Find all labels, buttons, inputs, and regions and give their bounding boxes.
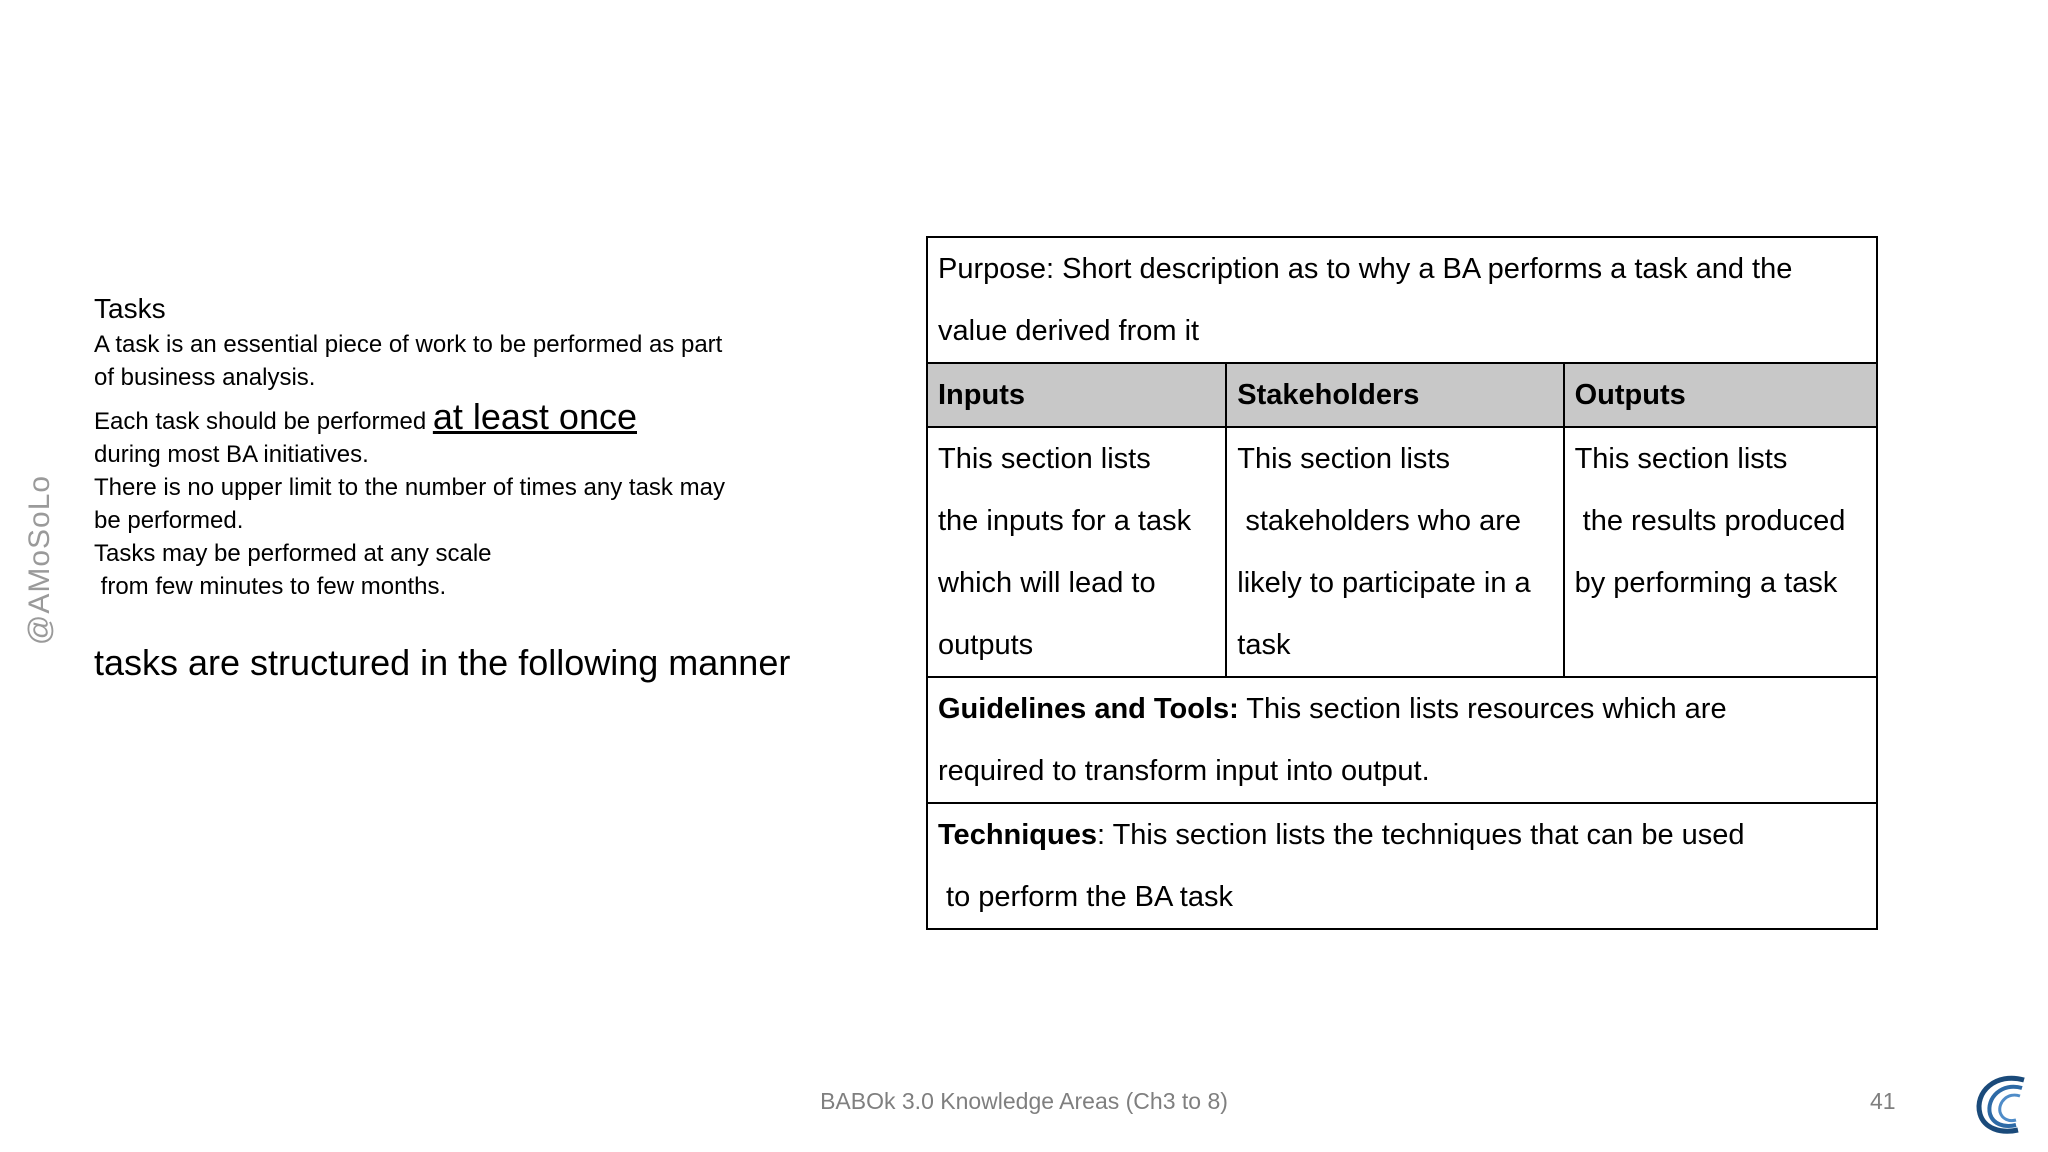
stakeholders-cell: [1226, 427, 1563, 677]
outputs-line-3: by performing a task: [1574, 567, 1838, 599]
techniques-text-2: to perform the BA task: [938, 881, 1233, 913]
organization-logo-icon: [1966, 1070, 2036, 1136]
guidelines-text-2: required to transform input into output.: [938, 755, 1430, 787]
purpose-line-1: Purpose: Short description as to why a BA performs a task and the: [938, 253, 1793, 285]
techniques-row: [927, 803, 1877, 929]
header-row: [927, 363, 1877, 427]
scale-line-1: Tasks may be performed at any scale: [94, 540, 492, 567]
watermark: [8, 475, 72, 645]
watermark-text: @AMoSoLo: [23, 474, 57, 646]
techniques-cell: [927, 803, 1877, 929]
footer-title: BABOk 3.0 Knowledge Areas (Ch3 to 8): [820, 1088, 1228, 1114]
stakeholders-header: Stakeholders: [1226, 363, 1563, 427]
structure-caption: tasks are structured in the following manner: [94, 642, 791, 683]
techniques-label: Techniques: [938, 819, 1097, 851]
guidelines-cell: [927, 677, 1877, 803]
outputs-line-2: the results produced: [1574, 505, 1846, 537]
stakeholders-line-4: task: [1237, 629, 1291, 661]
stakeholders-line-3: likely to participate in a: [1237, 567, 1531, 599]
inputs-line-1: This section lists: [938, 443, 1151, 475]
inputs-cell: [927, 427, 1226, 677]
techniques-text-1: : This section lists the techniques that can be used: [1097, 819, 1745, 851]
scale-line-2: from few minutes to few months.: [94, 573, 447, 600]
upper-limit-line-1: There is no upper limit to the number of times any task may: [94, 474, 725, 501]
task-definition-line-2: of business analysis.: [94, 364, 316, 391]
inputs-header: Inputs: [927, 363, 1226, 427]
task-frequency-prefix: Each task should be performed: [94, 408, 433, 435]
tasks-text-block: [94, 292, 814, 685]
purpose-cell: [927, 237, 1877, 363]
guidelines-row: [927, 677, 1877, 803]
inputs-line-3: which will lead to: [938, 567, 1156, 599]
purpose-row: [927, 237, 1877, 363]
tasks-heading: Tasks: [94, 293, 166, 324]
stakeholders-line-2: stakeholders who are: [1237, 505, 1521, 537]
task-frequency: [94, 396, 814, 603]
task-definition: [94, 328, 814, 394]
at-least-once-emphasis: at least once: [432, 396, 637, 437]
content-row: [927, 427, 1877, 677]
task-frequency-line-2: during most BA initiatives.: [94, 441, 369, 468]
purpose-line-2: value derived from it: [938, 315, 1200, 347]
outputs-line-1: This section lists: [1574, 443, 1788, 475]
page-number: 41: [1870, 1088, 1896, 1114]
inputs-line-2: the inputs for a task: [938, 505, 1192, 537]
outputs-cell: [1564, 427, 1877, 677]
inputs-line-4: outputs: [938, 629, 1034, 661]
task-definition-line-1: A task is an essential piece of work to be performed as part: [94, 331, 723, 358]
stakeholders-line-1: This section lists: [1237, 443, 1450, 475]
outputs-header: Outputs: [1564, 363, 1877, 427]
upper-limit-line-2: be performed.: [94, 507, 244, 534]
task-structure-table: [926, 236, 1878, 930]
guidelines-label: Guidelines and Tools:: [938, 693, 1239, 725]
guidelines-text-1: This section lists resources which are: [1238, 693, 1727, 725]
